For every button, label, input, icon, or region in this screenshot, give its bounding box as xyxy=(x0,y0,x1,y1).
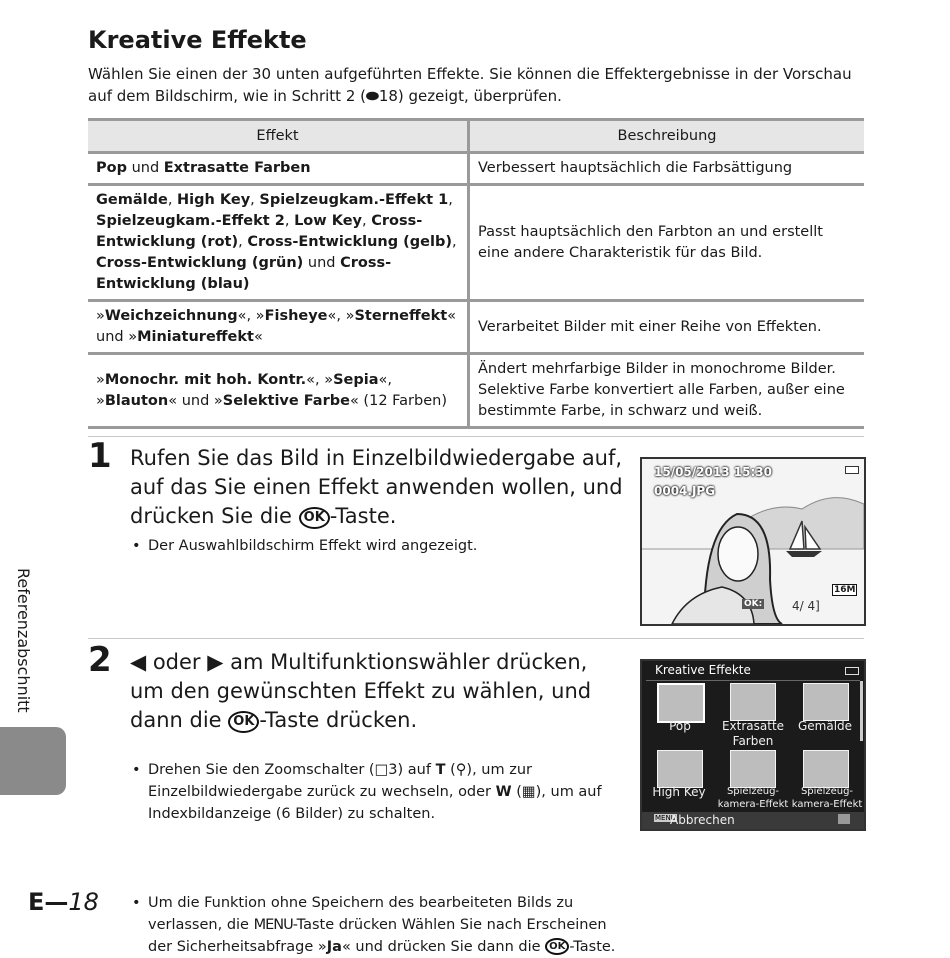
effect-label: High Key xyxy=(652,785,706,799)
menu-title: Kreative Effekte xyxy=(655,663,751,677)
effect-thumbnail[interactable] xyxy=(803,683,849,721)
effect-connector: » xyxy=(96,371,105,388)
section-label: Referenzabschnitt xyxy=(14,568,33,713)
scrollbar[interactable] xyxy=(860,681,863,741)
effect-name: Fisheye xyxy=(264,308,328,324)
effect-name: Miniatureffekt xyxy=(137,329,254,345)
effect-thumbnail[interactable] xyxy=(730,750,776,788)
step-number: 2 xyxy=(88,640,112,680)
effect-name: Spielzeugkam.-Effekt 2 xyxy=(96,213,285,229)
effect-name: Sepia xyxy=(333,371,379,388)
playback-screen xyxy=(640,457,866,626)
menu-key-icon: MENU xyxy=(655,814,676,822)
effect-connector: «, » xyxy=(237,308,265,324)
effect-name: Monochr. mit hoh. Kontr. xyxy=(104,371,307,388)
step1-bullet: • Der Auswahlbildschirm Effekt wird angezeigt. xyxy=(130,535,628,557)
page-number: E—18 xyxy=(28,888,99,916)
effect-name: Pop xyxy=(96,160,127,176)
description-cell: Verbessert hauptsächlich die Farbsättigung xyxy=(469,153,865,185)
effect-connector: , xyxy=(238,234,248,250)
effect-connector: « xyxy=(253,329,263,345)
effect-name: Cross-Entwicklung (rot) xyxy=(96,213,423,250)
effect-name: Gemälde xyxy=(96,192,168,208)
table-row xyxy=(88,153,864,185)
step2-instruction: ◀ oder ▶ am Multifunktionswähler drücken, um den gewünschten Effekt zu wählen, und dann die OK -Taste drücken. xyxy=(130,650,592,732)
table-row xyxy=(88,301,864,354)
table-row xyxy=(88,354,864,428)
effect-connector: «, » xyxy=(327,308,355,324)
effect-connector: «, » xyxy=(96,371,392,409)
step1-instruction: Rufen Sie das Bild in Einzelbildwiedergabe auf, auf das Sie einen Effekt anwenden wollen, und drücken Sie die OK -Taste. xyxy=(130,446,623,528)
effect-name: Cross-Entwicklung (blau) xyxy=(96,255,392,292)
book-reference-icon: □ xyxy=(374,762,389,778)
effect-label: Extrasatte Farben xyxy=(721,719,785,748)
playback-filename: 0004.JPG xyxy=(654,484,716,498)
intro-paragraph: Wählen Sie einen der 30 unten aufgeführten Effekte. Sie können die Effektergebnisse in der Vorschau auf dem Bildschirm, wie in Schritt 2 (⬬18) gezeigt, überprüfen. xyxy=(88,65,852,105)
ok-edit-icon: OK: xyxy=(744,599,763,609)
playback-datetime: 15/05/2013 15:30 xyxy=(654,465,772,479)
effect-connector: , xyxy=(284,213,295,229)
effect-name: Low Key xyxy=(294,213,362,229)
zoom-magnifier-icon: ⚲ xyxy=(455,762,467,778)
effect-connector: , xyxy=(250,192,260,208)
effect-connector: «, » xyxy=(306,371,334,388)
step2-bullet: • Drehen Sie den Zoomschalter (□3) auf T (⚲), um zur Einzelbildwiedergabe zurück zu wechseln, oder W (▦), um auf Indexbildanzeige (6 Bilder) zu schalten. xyxy=(130,759,618,825)
effect-thumbnail[interactable] xyxy=(657,683,705,723)
effect-connector: « (12 Farben) xyxy=(349,392,447,409)
battery-icon xyxy=(845,466,859,474)
reference-section-icon: E xyxy=(28,888,45,916)
image-counter: 4/ 4] xyxy=(792,599,820,613)
effect-name: Sterneffekt xyxy=(354,308,448,324)
table-row xyxy=(88,185,864,301)
effect-thumbnail[interactable] xyxy=(657,750,703,788)
effect-cell xyxy=(88,153,469,185)
right-arrow-icon: ▶ xyxy=(207,650,224,674)
table-header-description: Beschreibung xyxy=(469,120,865,153)
cross-reference-icon: ⬬ xyxy=(366,87,379,105)
zoom-icon xyxy=(838,814,850,824)
effect-name: High Key xyxy=(177,192,251,208)
ok-button-icon: OK xyxy=(228,711,259,733)
effect-cell xyxy=(88,185,469,301)
section-tab xyxy=(0,727,66,795)
image-size-icon: 16M xyxy=(834,585,856,595)
description-cell: Verarbeitet Bilder mit einer Reihe von Effekten. xyxy=(469,301,865,354)
effect-connector: , xyxy=(361,213,372,229)
effect-name: Weichzeichnung xyxy=(104,308,238,324)
effect-connector: und xyxy=(303,255,341,271)
effect-connector: » xyxy=(96,308,105,324)
ok-button-icon: OK xyxy=(299,507,330,529)
effect-connector: , xyxy=(167,192,178,208)
index-grid-icon: ▦ xyxy=(521,784,536,800)
effects-menu-screen xyxy=(640,659,866,831)
effect-thumbnail[interactable] xyxy=(730,683,776,721)
step2-bullet: • Um die Funktion ohne Speichern des bearbeiteten Bilds zu verlassen, die MENU-Taste drücken Wählen Sie nach Erscheinen der Sicherheitsabfrage »Ja« und drücken Sie dann die OK -Taste. xyxy=(130,892,628,958)
left-arrow-icon: ◀ xyxy=(130,650,147,674)
effect-name: Selektive Farbe xyxy=(222,392,350,409)
ok-button-icon: OK xyxy=(545,938,569,955)
step-number: 1 xyxy=(88,436,112,476)
page-title: Kreative Effekte xyxy=(88,26,307,54)
effect-connector: und xyxy=(126,160,164,176)
divider xyxy=(88,436,864,437)
reference-section-dash-icon: — xyxy=(44,888,69,916)
effect-label: Gemälde xyxy=(797,719,853,733)
divider xyxy=(88,638,864,639)
effect-connector: , xyxy=(452,234,457,250)
effect-name: Blauton xyxy=(104,392,169,409)
effect-label: Pop xyxy=(669,719,691,733)
effect-name: Spielzeugkam.-Effekt 1 xyxy=(259,192,449,208)
effect-thumbnail[interactable] xyxy=(803,750,849,788)
effect-name: Cross-Entwicklung (gelb) xyxy=(247,234,452,250)
description-cell: Ändert mehrfarbige Bilder in monochrome Bilder. Selektive Farbe konvertiert alle Farben, außer eine bestimmte Farbe, in schwarz und weiß. xyxy=(469,354,865,428)
battery-icon xyxy=(845,667,859,675)
effect-connector: , xyxy=(448,192,453,208)
effect-name: Cross-Entwicklung (grün) xyxy=(96,255,304,271)
effect-label: Spielzeug-kamera-Effekt xyxy=(717,786,789,810)
cancel-label: Abbrechen xyxy=(670,813,735,827)
description-cell: Passt hauptsächlich den Farbton an und erstellt eine andere Charakteristik für das Bild. xyxy=(469,185,865,301)
effect-name: Extrasatte Farben xyxy=(163,160,311,176)
effect-connector: « und » xyxy=(168,392,223,409)
table-header-effect: Effekt xyxy=(88,120,469,153)
effect-cell xyxy=(88,301,469,354)
effect-cell xyxy=(88,354,469,428)
effect-connector: « und » xyxy=(96,308,457,345)
effect-label: Spielzeug-kamera-Effekt xyxy=(791,786,863,810)
effects-table xyxy=(88,118,864,429)
